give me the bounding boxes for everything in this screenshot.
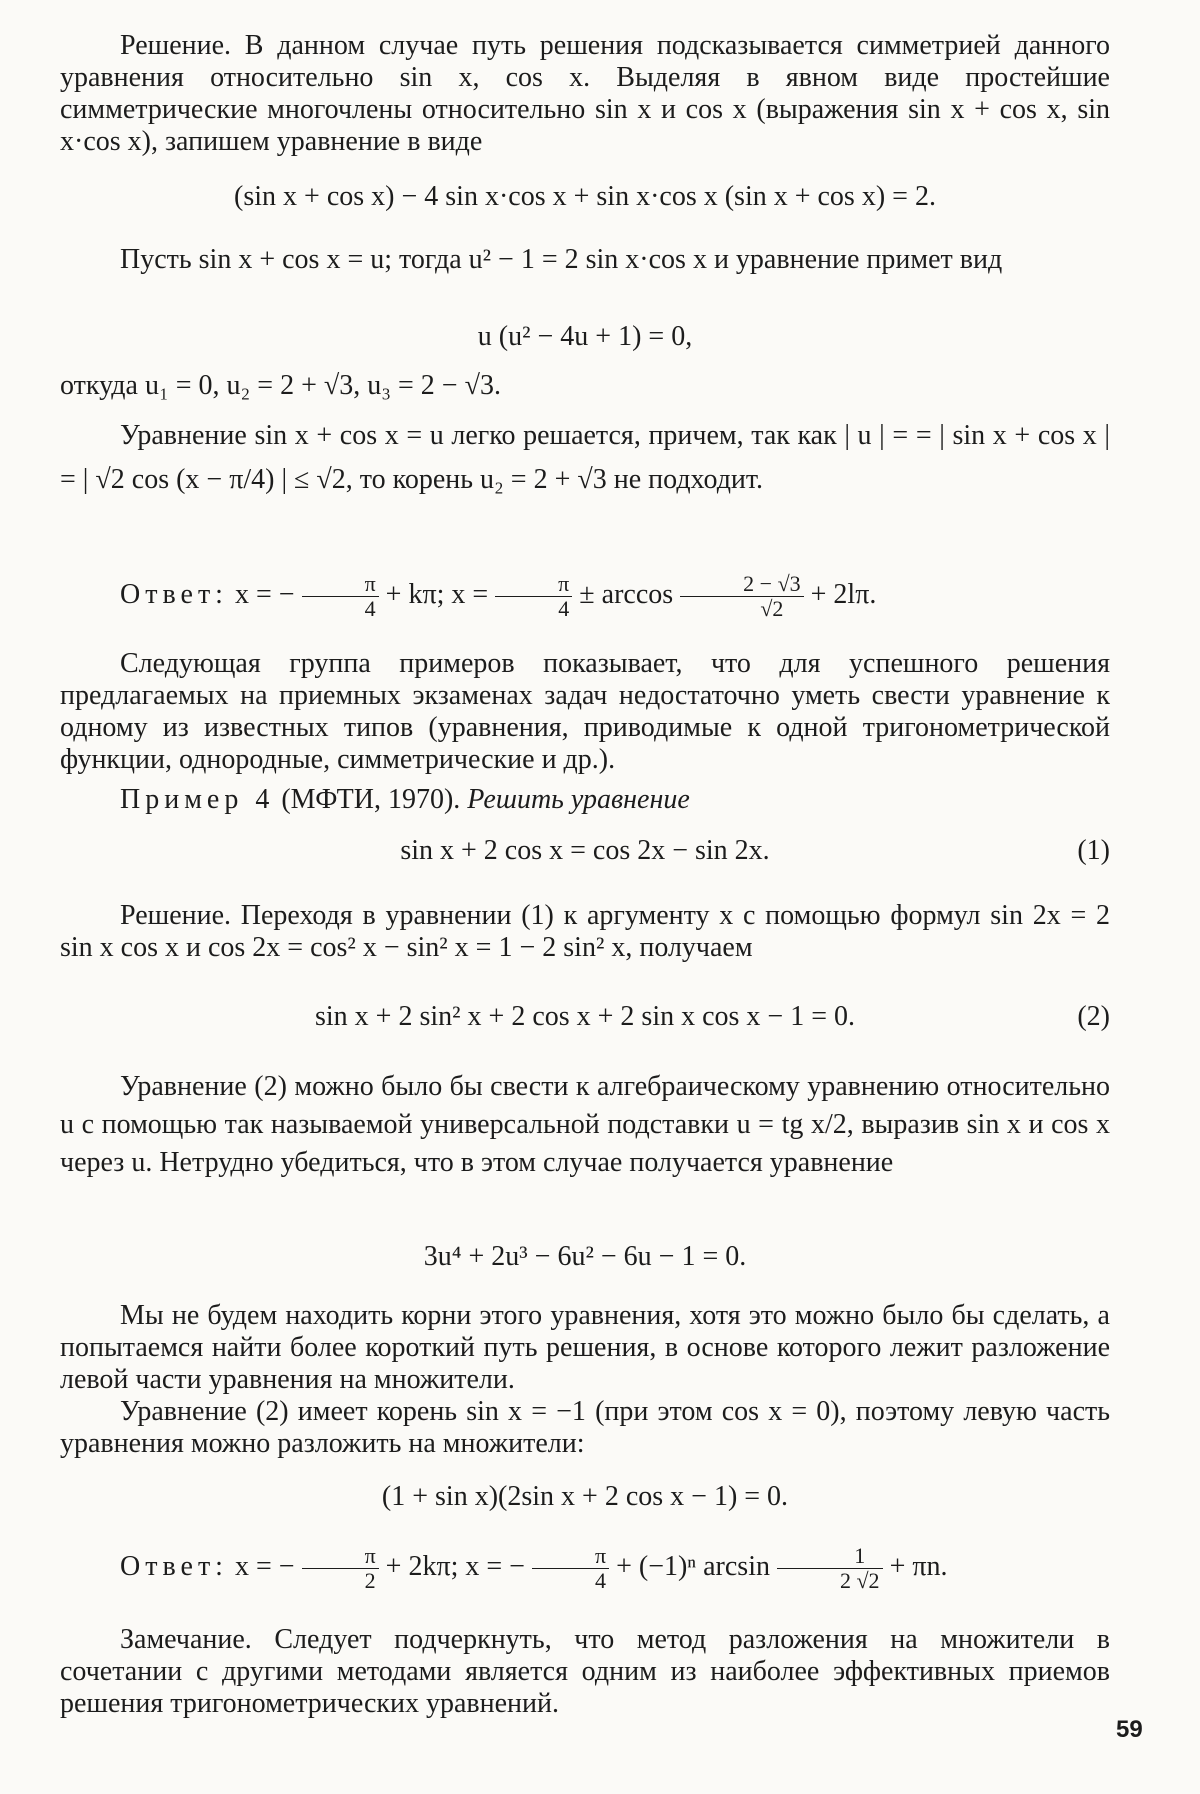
answer-part: + 2lπ. [810,578,877,610]
fraction: $\frac{\pi}{4}$ [532,1544,609,1593]
example-source: (МФТИ, 1970). [281,784,461,815]
answer-1 [60,572,1110,621]
roots-line: откуда u₁ = 0, u₂ = 2 + √3, u₃ = 2 − √3. [60,370,501,401]
transition-paragraph: Следующая группа примеров показывает, что для успешного решения предлагаемых на приемных экзаменах задач недостаточно уметь свести уравнение к одному из известных типов (уравнения, приводимые к одной тригонометрической функции, однородные, симметрические и др.). [60,648,1110,775]
example-heading [60,784,1110,816]
solution-paragraph-2: Решение. Переходя в уравнении (1) к аргументу x с помощью формул sin 2x = 2 sin x cos x и cos 2x = cos² x − sin² x = 1 − 2 sin² x, получаем [60,900,1110,963]
substitution-paragraph-2: Уравнение (2) можно было бы свести к алгебраическому уравнению относительно u с помощью так называемой универсальной подставки u = tg x/2, выразив sin x и cos x через u. Нетрудно убедиться, что в этом случае получается уравнение [60,1071,1110,1178]
equation-2 [60,1000,1110,1034]
substitution-paragraph: Пусть sin x + cos x = u; тогда u² − 1 = 2 sin x·cos x и уравнение примет вид [120,244,1003,275]
approach-paragraph: Мы не будем находить корни этого уравнения, хотя это можно было бы сделать, а попытаемся найти более короткий путь решения, в основе которого лежит разложение левой части уравнения на множители. [60,1300,1110,1395]
answer-part: x = − [234,1550,295,1582]
answer-2 [60,1544,1110,1593]
example-label: Пример 4 [120,784,275,815]
equation-symmetric: (sin x + cos x) − 4 sin x·cos x + sin x·cos x (sin x + cos x) = 2. [234,181,936,212]
fraction: $\frac{\pi}{2}$ [302,1544,379,1593]
answer-part: + 2kπ; x = − [385,1550,525,1582]
fraction: $\frac{\pi}{4}$ [495,572,572,621]
factor-paragraph: Уравнение (2) имеет корень sin x = −1 (при этом cos x = 0), поэтому левую часть уравнения можно разложить на множители: [60,1396,1110,1459]
root-check-paragraph: Уравнение sin x + cos x = u легко решается, причем, так как | u | = = | sin x + cos x | = | √2 cos (x − π/4) | ≤ √2, то корень u₂ = 2 + √3 не подходит. [60,420,1110,495]
equation-number: (1) [1077,835,1110,866]
equation-number: (2) [1077,1001,1110,1032]
fraction: $\frac{1}{2 √2}$ [777,1544,883,1593]
equation-text: sin x + 2 cos x = cos 2x − sin 2x. [400,835,770,866]
example-task: Решить уравнение [467,784,690,815]
fraction: $\frac{2 - √3}{√2}$ [680,572,803,621]
remark-paragraph: Замечание. Следует подчеркнуть, что метод разложения на множители в сочетании с другими методами является одним из наиболее эффективных приемов решения тригонометрических уравнений. [60,1624,1110,1719]
equation-1 [60,834,1110,868]
equation-text: sin x + 2 sin² x + 2 cos x + 2 sin x cos x − 1 = 0. [314,1001,856,1032]
answer-label: Ответ: [120,1550,228,1582]
answer-part: + (−1)ⁿ arcsin [616,1550,770,1582]
answer-part: + kπ; x = [385,578,489,610]
page-number: 59 [1116,1716,1143,1743]
equation-factored: (1 + sin x)(2sin x + 2 cos x − 1) = 0. [381,1481,789,1512]
answer-part: + πn. [889,1550,948,1582]
answer-label: Ответ: [120,578,228,610]
equation-quartic: 3u⁴ + 2u³ − 6u² − 6u − 1 = 0. [423,1241,747,1272]
equation-cubic: u (u² − 4u + 1) = 0, [477,321,693,352]
answer-part: x = − [234,578,295,610]
fraction: $\frac{\pi}{4}$ [302,572,379,621]
solution-paragraph-1: Решение. В данном случае путь решения подсказывается симметрией данного уравнения относительно sin x, cos x. Выделяя в явном виде простейшие симметрические многочлены относительно sin x и cos x (выражения sin x + cos x, sin x·cos x), запишем уравнение в виде [60,30,1110,157]
answer-part: ± arccos [579,578,674,610]
